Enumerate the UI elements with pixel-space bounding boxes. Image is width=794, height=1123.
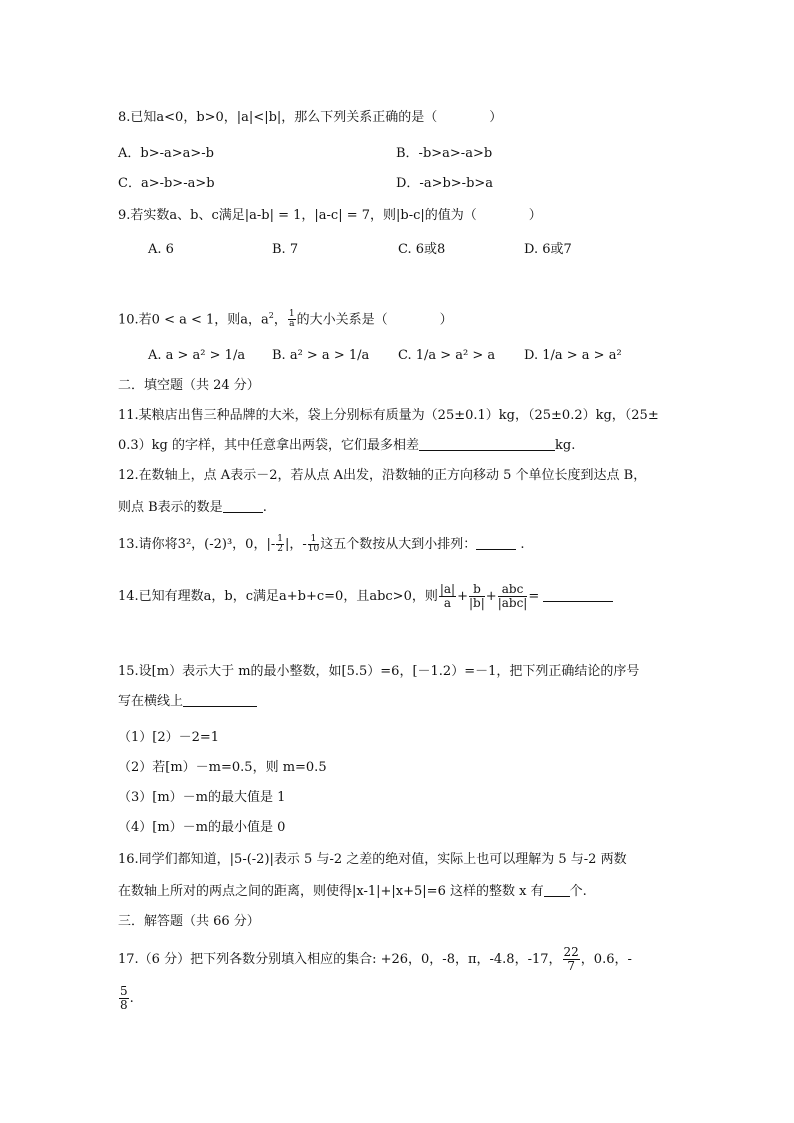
q14-t2-bot: |b|: [469, 596, 485, 610]
q15-line2-text: 写在横线上: [118, 694, 184, 709]
q12-end: .: [262, 500, 267, 515]
q14-plus-1: +: [457, 589, 469, 604]
q16-line1: 16.同学们都知道，|5-(-2)|表示 5 与-2 之差的绝对值，实际上也可以理解为 5 与-2 两数: [118, 852, 627, 867]
q10-stem: [118, 304, 453, 332]
q13-fraction-tenth: [308, 535, 319, 554]
q12-line2-text: 则点 B表示的数是: [118, 500, 223, 515]
section-fill-in-title: 二．填空题（共 24 分）: [118, 378, 260, 393]
q8-stem: 8.已知a<0，b>0，|a|<|b|，那么下列关系正确的是（ ）: [118, 110, 503, 125]
q15-item-3: （3）[m）－m的最大值是 1: [118, 790, 286, 805]
q10-stem-suffix: 的大小关系是（ ）: [296, 312, 453, 328]
q13-f2-bot: 10: [307, 544, 320, 554]
q13-f1-bot: 2: [277, 544, 283, 554]
q14-line: [118, 580, 613, 614]
q14-text-pre: 14.已知有理数a，b，c满足a+b+c=0，且abc>0，则: [118, 589, 438, 604]
q16-line2-text: 在数轴上所对的两点之间的距离，则使得|x-1|+|x+5|=6 这样的整数 x 有: [118, 884, 544, 899]
q13-line: [118, 532, 525, 558]
q15-answer-blank[interactable]: [183, 692, 257, 707]
q17-line2: [118, 982, 134, 1016]
q14-t2-top: b: [469, 583, 485, 597]
q13-f1-top: 1: [277, 534, 283, 544]
q16-answer-blank[interactable]: [544, 882, 570, 897]
q17-f2-top: 5: [120, 984, 128, 998]
q13-text-post: 这五个数按从大到小排列：: [320, 537, 477, 552]
q8-option-c: C．a>-b>-a>b: [118, 176, 215, 191]
q9-option-b: B. 7: [272, 242, 299, 257]
q17-text-pre: 17.（6 分）把下列各数分别填入相应的集合: +26，0，-8，π，-4.8，-17，: [118, 952, 562, 967]
q14-t3-top: abc: [498, 583, 528, 597]
q17-text-post: ，0.6，-: [580, 952, 632, 967]
q13-fraction-half: [276, 535, 284, 554]
q15-item-1: （1）[2）－2=1: [118, 730, 220, 745]
q16-end: 个.: [569, 884, 587, 899]
q10-separator: ，: [273, 312, 287, 328]
q10-option-d: D. 1/a > a > a²: [524, 348, 622, 363]
q11-line2: [118, 436, 575, 456]
q13-end: .: [520, 537, 525, 552]
q11-unit: kg.: [555, 438, 576, 453]
q8-option-b: B．-b>a>-a>b: [396, 146, 493, 161]
q13-text-pre: 13.请你将3²，(-2)³，0，|-: [118, 537, 276, 552]
q14-answer-blank[interactable]: [543, 587, 613, 602]
q14-term3: [498, 583, 528, 610]
q12-line1: 12.在数轴上，点 A表示－2，若从点 A出发，沿数轴的正方向移动 5 个单位长度到达点 B，: [118, 468, 647, 483]
q9-option-a: A. 6: [148, 242, 174, 257]
q15-item-4: （4）[m）－m的最小值是 0: [118, 820, 286, 835]
q9-stem: 9.若实数a、b、c满足|a-b| = 1，|a-c| = 7，则|b-c|的值为（ ）: [118, 208, 542, 223]
q14-t1-bot: a: [443, 596, 452, 610]
q14-equals: =: [528, 589, 540, 604]
q10-stem-prefix: 10.若0 < a < 1，则a，a: [118, 312, 269, 328]
q10-option-c: C. 1/a > a² > a: [398, 348, 496, 363]
q14-term2: [469, 583, 485, 610]
q9-option-c: C. 6或8: [398, 242, 446, 257]
q17-end: .: [129, 991, 134, 1006]
q10-frac-top: 1: [288, 309, 295, 320]
q14-t3-bot: |abc|: [497, 596, 528, 610]
q15-line2: [118, 692, 257, 712]
q10-option-a: A. a > a² > 1/a: [148, 348, 246, 363]
q17-fraction-5-8: [119, 985, 129, 1012]
q17-f1-top: 22: [563, 945, 579, 959]
q14-term1: [439, 583, 456, 610]
q11-line2-text: 0.3）kg 的字样，其中任意拿出两袋，它们最多相差: [118, 438, 420, 453]
q15-line1: 15.设[m）表示大于 m的最小整数，如[5.5）=6，[－1.2）=－1，把下列正确结论的序号: [118, 664, 640, 679]
q11-line1: 11.某粮店出售三种品牌的大米，袋上分别标有质量为（25±0.1）kg，（25±0.2）kg，（25±: [118, 408, 659, 423]
q10-fraction: [288, 310, 296, 329]
q8-option-a: A．b>-a>a>-b: [118, 146, 214, 161]
q10-frac-bot: a: [289, 319, 295, 330]
q17-fraction-22-7: [563, 946, 580, 973]
q13-text-mid: |，-: [284, 537, 307, 552]
q11-answer-blank[interactable]: [419, 436, 555, 451]
q17-f2-bot: 8: [120, 998, 128, 1012]
section-solve-title: 三．解答题（共 66 分）: [118, 914, 260, 929]
q14-plus-2: +: [485, 589, 497, 604]
q13-f2-top: 1: [308, 535, 319, 545]
q16-line2: [118, 882, 587, 902]
q9-option-d: D. 6或7: [524, 242, 572, 257]
q8-option-d: D．-a>b>-b>a: [396, 176, 494, 191]
q13-answer-blank[interactable]: [476, 535, 516, 550]
q17-line1: [118, 944, 632, 976]
q17-f1-bot: 7: [567, 959, 575, 973]
q10-option-b: B. a² > a > 1/a: [272, 348, 370, 363]
q14-t1-top: |a|: [439, 582, 456, 596]
q12-line2: [118, 498, 267, 518]
q12-answer-blank[interactable]: [223, 498, 263, 513]
q15-item-2: （2）若[m）－m=0.5，则 m=0.5: [118, 760, 327, 775]
q10-exponent: 2: [268, 311, 274, 320]
